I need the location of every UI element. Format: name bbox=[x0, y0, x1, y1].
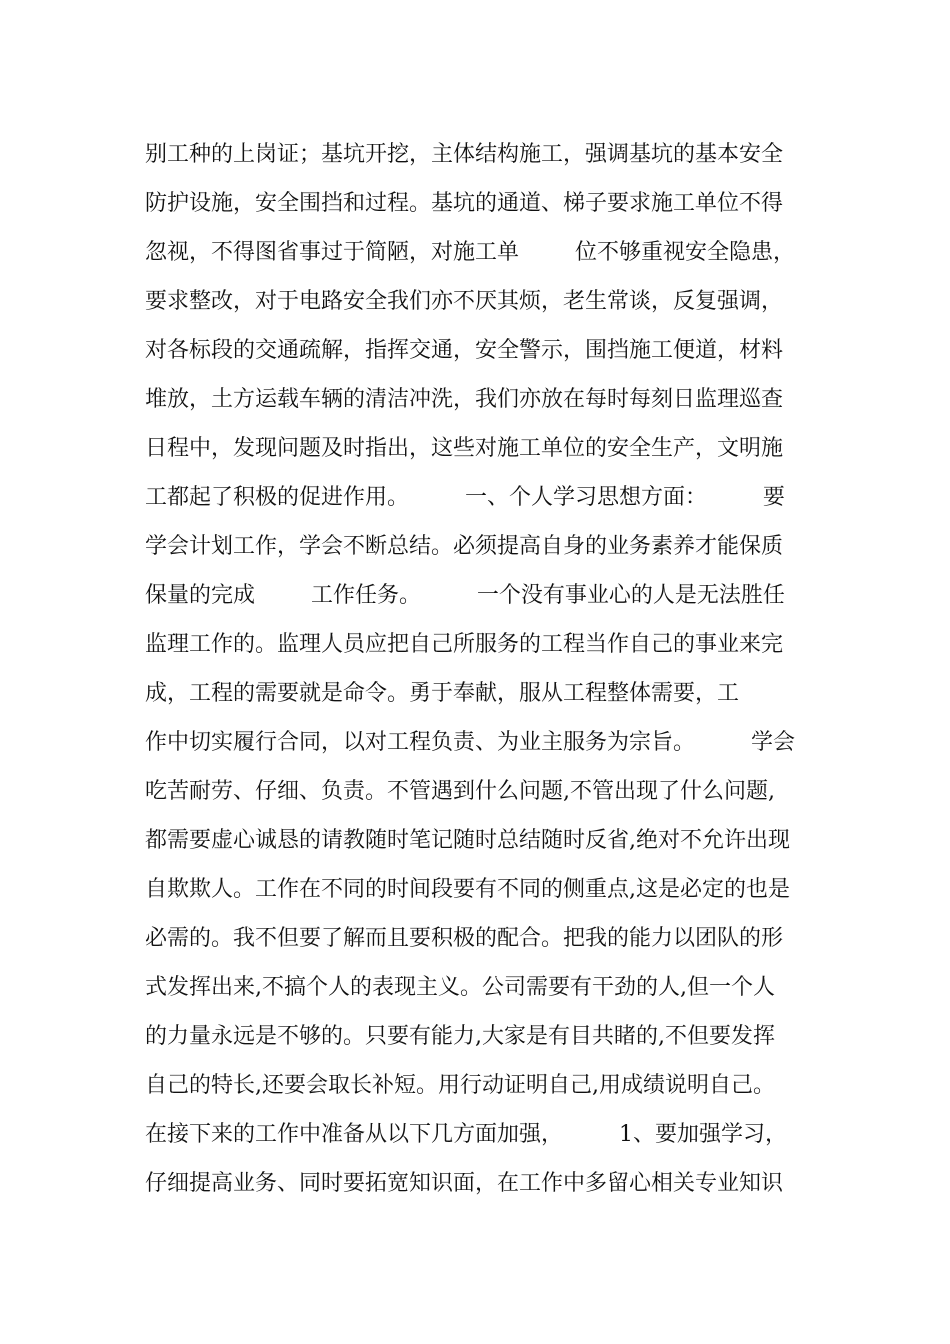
document-body bbox=[145, 130, 810, 1208]
text-line: 日程中，发现问题及时指出，这些对施工单位的安全生产，文明施 bbox=[145, 436, 784, 461]
text-line: 式发挥出来,不搞个人的表现主义。公司需要有干劲的人,但一个人 bbox=[145, 975, 775, 1000]
text-line: 仔细提高业务、同时要拓宽知识面，在工作中多留心相关专业知识 bbox=[145, 1171, 784, 1196]
text-line: 工都起了积极的促进作用。 一、个人学习思想方面： 要 bbox=[145, 485, 785, 510]
text-line: 学会计划工作，学会不断总结。必须提高自身的业务素养才能保质 bbox=[145, 534, 784, 559]
text-line: 成，工程的需要就是命令。勇于奉献，服从工程整体需要，工 bbox=[145, 681, 740, 706]
text-line: 必需的。我不但要了解而且要积极的配合。把我的能力以团队的形 bbox=[145, 926, 784, 951]
text-line: 自欺欺人。工作在不同的时间段要有不同的侧重点,这是必定的也是 bbox=[145, 877, 790, 902]
text-line: 堆放，土方运载车辆的清洁冲洗，我们亦放在每时每刻日监理巡查 bbox=[145, 387, 784, 412]
text-line: 别工种的上岗证；基坑开挖，主体结构施工，强调基坑的基本安全 bbox=[145, 142, 784, 167]
text-line: 要求整改，对于电路安全我们亦不厌其烦，老生常谈，反复强调， bbox=[145, 289, 784, 314]
text-line: 自己的特长,还要会取长补短。用行动证明自己,用成绩说明自己。 bbox=[145, 1073, 775, 1098]
text-line: 对各标段的交通疏解，指挥交通，安全警示，围挡施工便道，材料 bbox=[145, 338, 784, 363]
text-line: 作中切实履行合同，以对工程负责、为业主服务为宗旨。 学会 bbox=[145, 730, 795, 755]
text-line: 都需要虚心诚恳的请教随时笔记随时总结随时反省,绝对不允许出现 bbox=[145, 828, 790, 853]
text-line: 在接下来的工作中准备从以下几方面加强， 1、要加强学习， bbox=[145, 1122, 787, 1147]
text-line: 忽视，不得图省事过于简陋，对施工单 位不够重视安全隐患， bbox=[145, 240, 795, 265]
text-line: 防护设施，安全围挡和过程。基坑的通道、梯子要求施工单位不得 bbox=[145, 191, 784, 216]
text-line: 监理工作的。监理人员应把自己所服务的工程当作自己的事业来完 bbox=[145, 632, 784, 657]
text-line: 吃苦耐劳、仔细、负责。不管遇到什么问题,不管出现了什么问题, bbox=[145, 779, 775, 804]
text-line: 的力量永远是不够的。只要有能力,大家是有目共睹的,不但要发挥 bbox=[145, 1024, 775, 1049]
text-line: 保量的完成 工作任务。 一个没有事业心的人是无法胜任 bbox=[145, 583, 785, 608]
